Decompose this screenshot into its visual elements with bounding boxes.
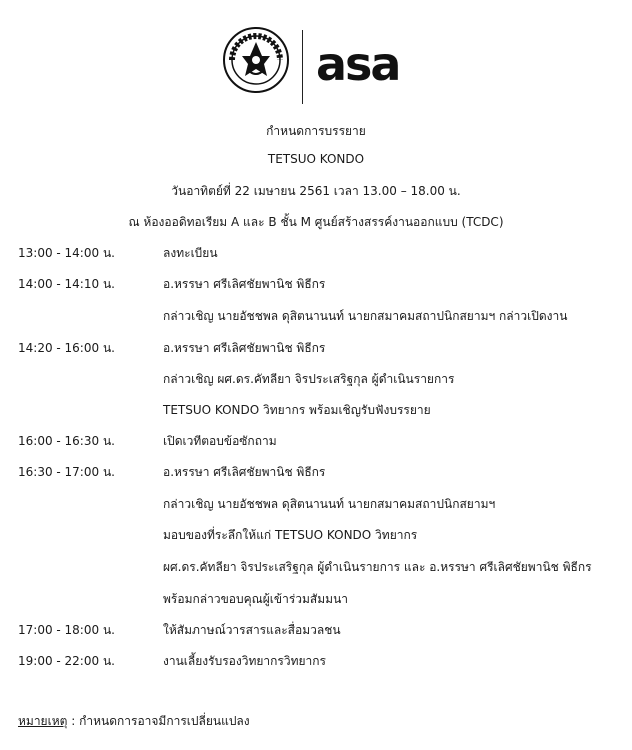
schedule-description: พร้อมกล่าวขอบคุณผู้เข้าร่วมสัมมนา — [163, 592, 349, 606]
footnote — [18, 712, 250, 731]
schedule-row — [18, 401, 618, 421]
logo-divider — [302, 30, 303, 104]
schedule-description: งานเลี้ยงรับรองวิทยากรวิทยากร — [163, 654, 326, 668]
schedule-row — [18, 590, 618, 610]
schedule-row — [18, 307, 618, 327]
schedule-time: 17:00 - 18:00 น. — [18, 623, 115, 637]
document-title: กำหนดการบรรยาย — [266, 124, 366, 138]
schedule-time: 16:00 - 16:30 น. — [18, 434, 115, 448]
schedule-description: กล่าวเชิญ ผศ.ดร.คัทลียา จิรประเสริฐกุล ผู้ดำเนินรายการ — [163, 372, 455, 386]
schedule-row — [18, 558, 618, 578]
schedule-row — [18, 244, 618, 264]
schedule-row — [18, 463, 618, 483]
schedule-description: ให้สัมภาษณ์วารสารและสื่อมวลชน — [163, 623, 341, 637]
schedule-time: 16:30 - 17:00 น. — [18, 465, 115, 479]
schedule-row — [18, 339, 618, 359]
schedule-row — [18, 652, 618, 672]
footnote-separator: : — [67, 714, 80, 728]
schedule-row — [18, 432, 618, 452]
schedule-time: 19:00 - 22:00 น. — [18, 654, 115, 668]
schedule-row — [18, 526, 618, 546]
schedule-row — [18, 370, 618, 390]
event-date-time: วันอาทิตย์ที่ 22 เมษายน 2561 เวลา 13.00 – 18.00 น. — [171, 184, 461, 198]
schedule-description: อ.หรรษา ศรีเลิศชัยพานิช พิธีกร — [163, 277, 326, 291]
schedule-description: กล่าวเชิญ นายอัชชพล ดุสิตนานนท์ นายกสมาคมสถาปนิกสยามฯ — [163, 497, 496, 511]
schedule-description: TETSUO KONDO วิทยากร พร้อมเชิญรับฟังบรรยาย — [163, 403, 431, 417]
schedule-time: 14:00 - 14:10 น. — [18, 277, 115, 291]
svg-text:asa: asa — [316, 44, 400, 88]
siamese-architects-seal-logo — [222, 26, 290, 94]
footnote-label: หมายเหตุ — [18, 714, 68, 728]
asa-logo — [316, 44, 428, 88]
speaker-name: TETSUO KONDO — [267, 152, 365, 166]
schedule-description: อ.หรรษา ศรีเลิศชัยพานิช พิธีกร — [163, 341, 326, 355]
schedule-description: อ.หรรษา ศรีเลิศชัยพานิช พิธีกร — [163, 465, 326, 479]
schedule-description: ลงทะเบียน — [163, 246, 218, 260]
schedule-description: มอบของที่ระลึกให้แก่ TETSUO KONDO วิทยากร — [163, 528, 418, 542]
schedule-description: ผศ.ดร.คัทลียา จิรประเสริฐกุล ผู้ดำเนินรายการ และ อ.หรรษา ศรีเลิศชัยพานิช พิธีกร — [163, 560, 592, 574]
schedule-row — [18, 275, 618, 295]
schedule-row — [18, 621, 618, 641]
footnote-text: กำหนดการอาจมีการเปลี่ยนแปลง — [79, 714, 250, 728]
schedule-description: เปิดเวทีตอบข้อซักถาม — [163, 434, 277, 448]
event-venue: ณ ห้องออดิทอเรียม A และ B ชั้น M ศูนย์สร้างสรรค์งานออกแบบ (TCDC) — [128, 215, 504, 229]
schedule-row — [18, 495, 618, 515]
schedule-time: 13:00 - 14:00 น. — [18, 246, 115, 260]
schedule-time: 14:20 - 16:00 น. — [18, 341, 115, 355]
logo-header — [0, 22, 632, 112]
schedule-description: กล่าวเชิญ นายอัชชพล ดุสิตนานนท์ นายกสมาคมสถาปนิกสยามฯ กล่าวเปิดงาน — [163, 309, 568, 323]
